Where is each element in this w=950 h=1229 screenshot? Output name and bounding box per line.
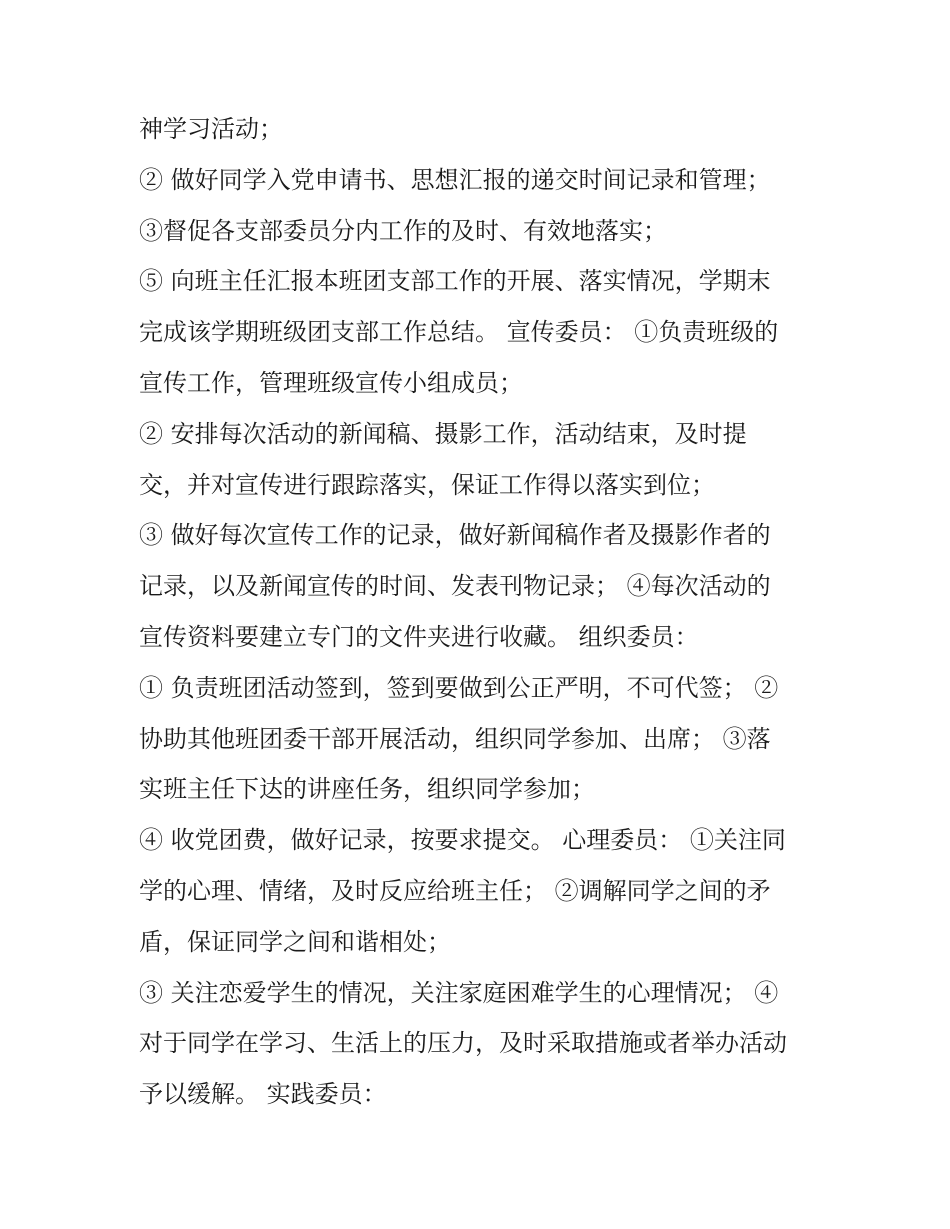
- text-line: 实班主任下达的讲座任务，组织同学参加；: [139, 775, 595, 804]
- text-line: ③ 关注恋爱学生的情况，关注家庭困难学生的心理情况； ④: [139, 978, 779, 1007]
- text-line: 完成该学期班级团支部工作总结。 宣传委员： ①负责班级的: [139, 318, 779, 347]
- text-line: 学的心理、情绪，及时反应给班主任； ②调解同学之间的矛: [139, 876, 771, 905]
- document-body: [139, 108, 819, 1124]
- text-line: ④ 收党团费，做好记录，按要求提交。 心理委员： ①关注同: [139, 826, 786, 855]
- text-line: ③ 做好每次宣传工作的记录，做好新闻稿作者及摄影作者的: [139, 521, 771, 550]
- text-line: 协助其他班团委干部开展活动，组织同学参加、出席； ③落: [139, 724, 771, 753]
- text-line: 神学习活动；: [139, 115, 283, 143]
- text-line: ① 负责班团活动签到，签到要做到公正严明，不可代签； ②: [139, 673, 779, 702]
- text-line: 对于同学在学习、生活上的压力，及时采取措施或者举办活动: [139, 1029, 787, 1058]
- text-line: ② 做好同学入党申请书、思想汇报的递交时间记录和管理；: [139, 165, 771, 194]
- text-line: 盾，保证同学之间和谐相处；: [139, 927, 451, 956]
- text-line: 宣传资料要建立专门的文件夹进行收藏。 组织委员：: [139, 622, 699, 651]
- text-line: 予以缓解。 实践委员：: [139, 1080, 387, 1109]
- text-line: ② 安排每次活动的新闻稿、摄影工作，活动结束，及时提: [139, 419, 747, 448]
- text-line: 交，并对宣传进行跟踪落实，保证工作得以落实到位；: [139, 470, 715, 499]
- text-line: ⑤ 向班主任汇报本班团支部工作的开展、落实情况，学期末: [139, 267, 771, 296]
- text-line: 记录，以及新闻宣传的时间、发表刊物记录； ④每次活动的: [139, 572, 771, 601]
- text-line: ③督促各支部委员分内工作的及时、有效地落实；: [139, 216, 667, 245]
- text-line: 宣传工作，管理班级宣传小组成员；: [139, 368, 523, 397]
